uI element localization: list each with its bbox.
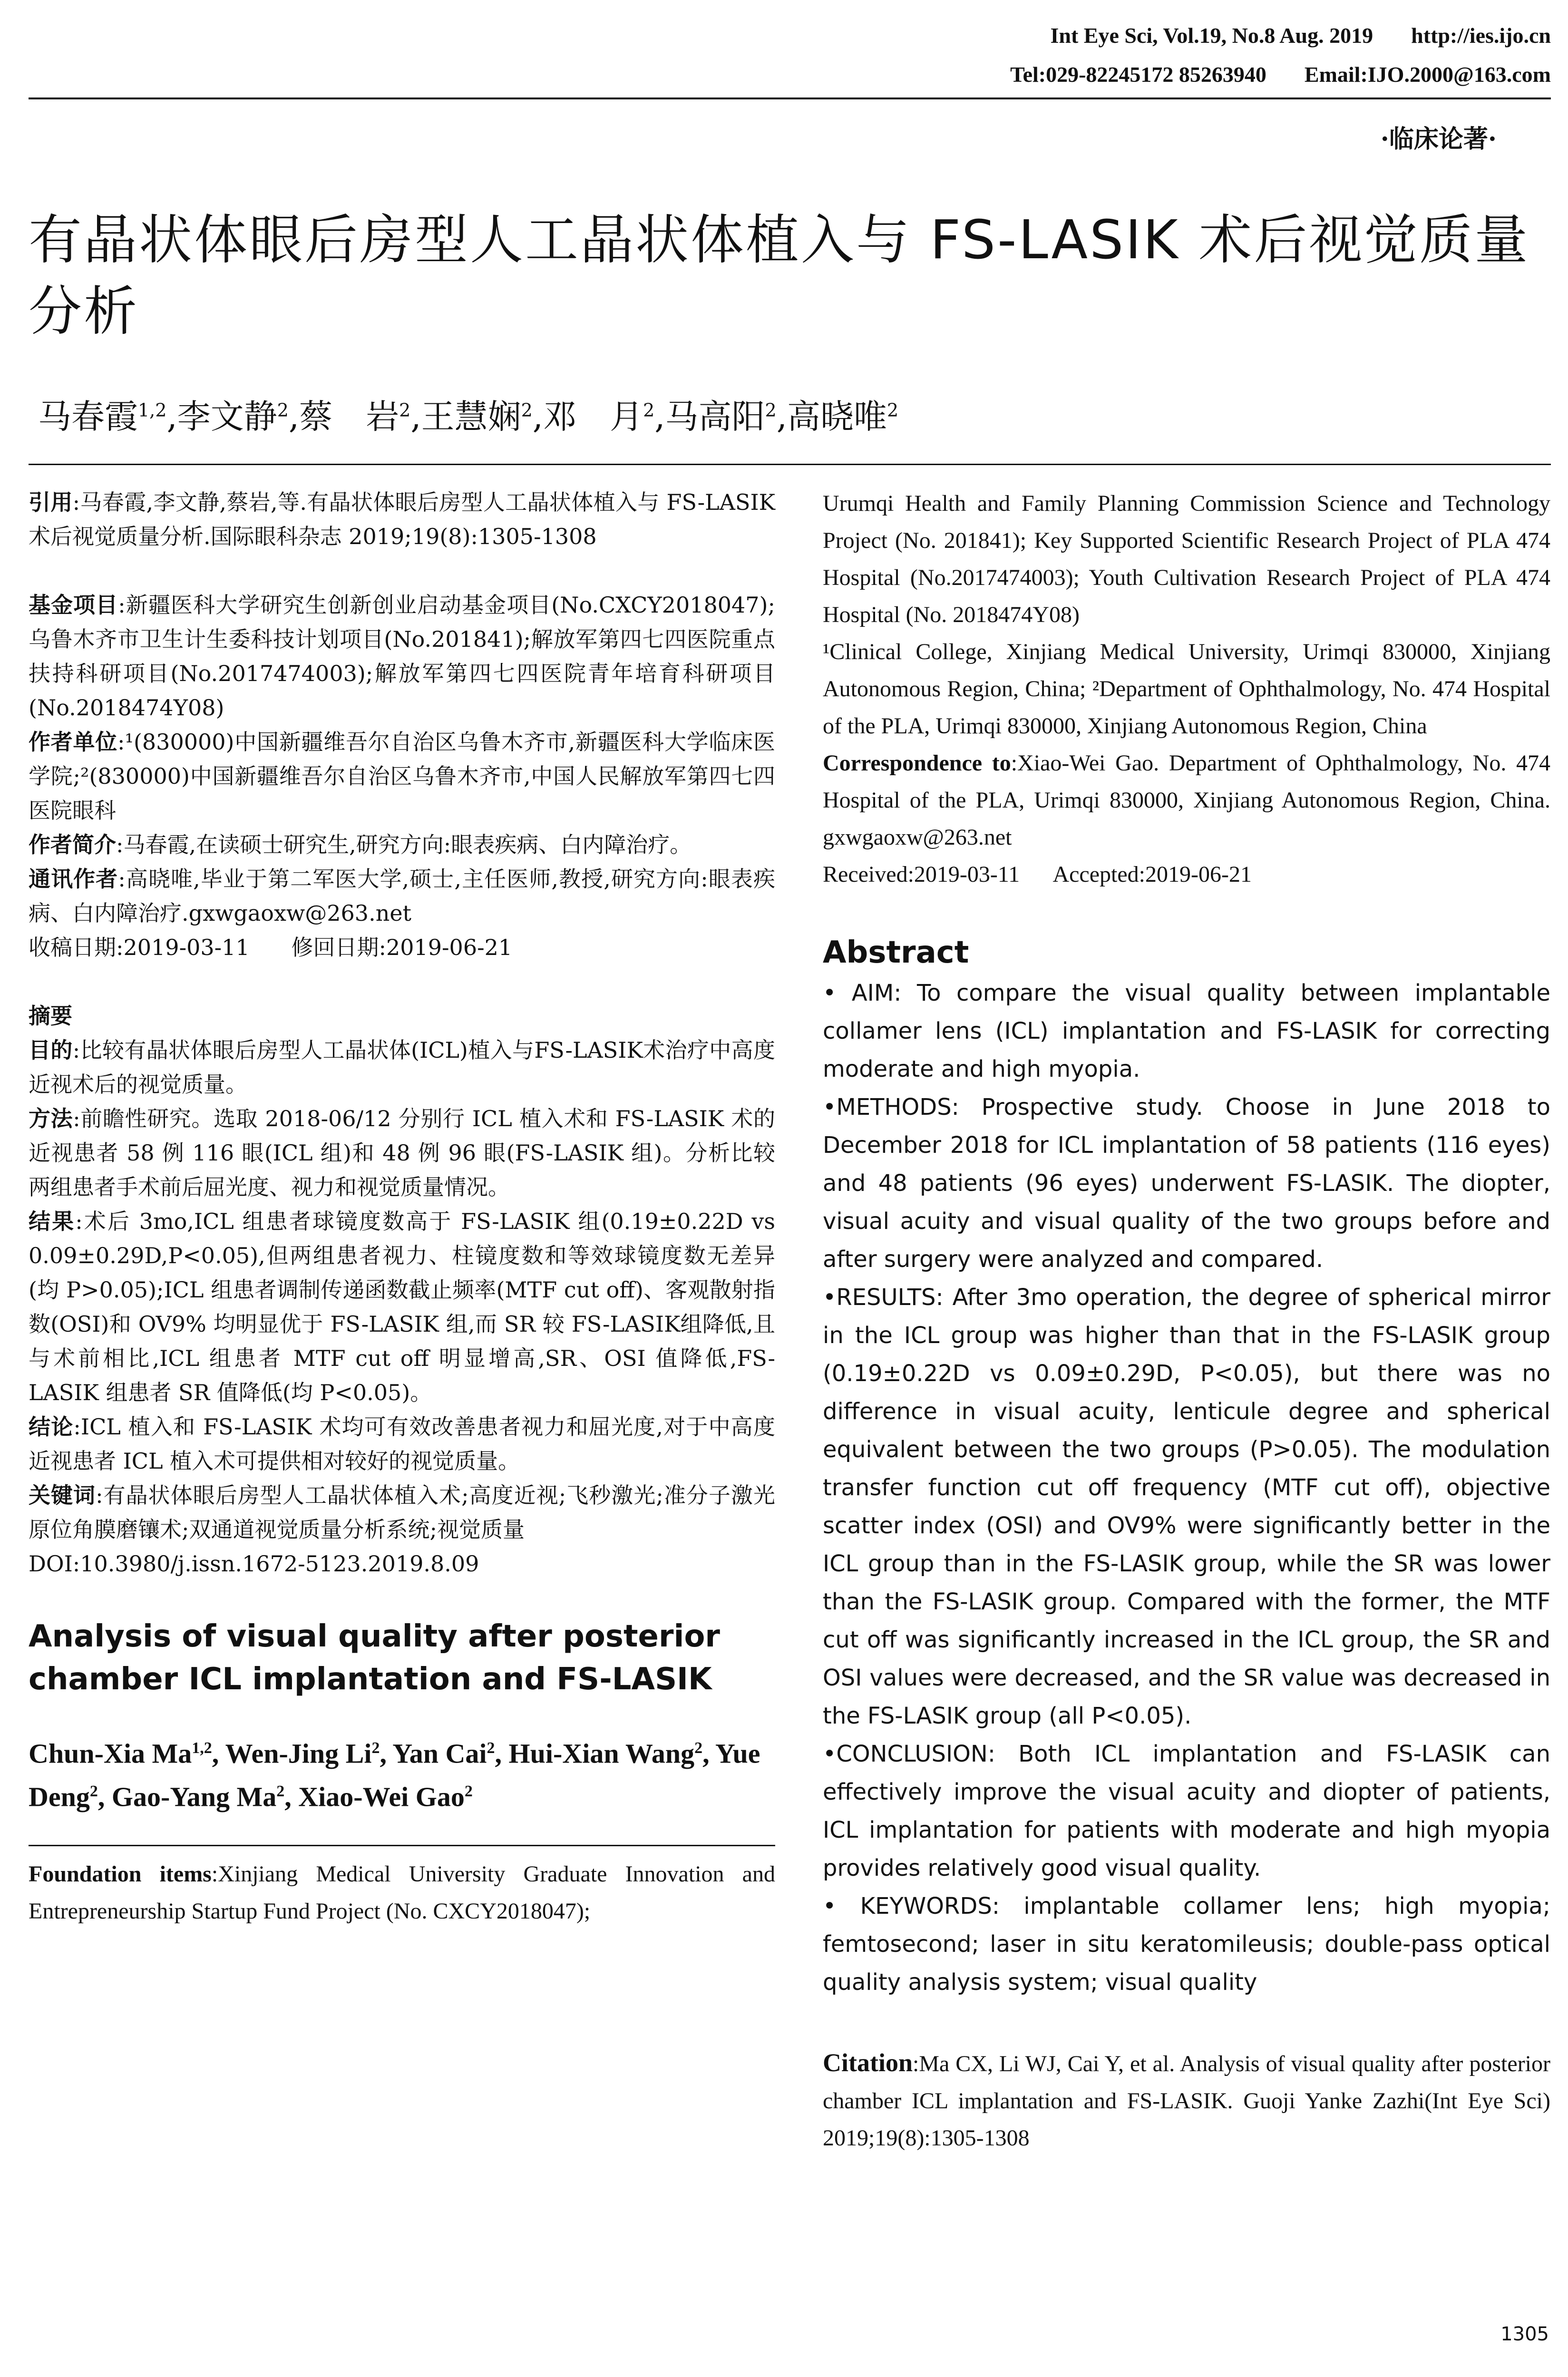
affiliations-en: ¹Clinical College, Xinjiang Medical University, Urimqi 830000, Xinjiang Autonomous Region, China; ²Department of Ophthalmology, No. 474 Hospital of the PLA, Urimqi 830000, Xinjiang Autonomous Region, China bbox=[823, 639, 1550, 739]
abstract-keywords: • KEYWORDS: implantable collamer lens; high myopia; femtosecond; laser in situ keratomileusis; double-pass optical quality analysis system; visual quality bbox=[823, 1893, 1550, 1996]
author-en: Wen-Jing Li bbox=[225, 1738, 372, 1769]
author-affil-sup: 2 bbox=[277, 399, 289, 421]
correspondence-cn: 通讯作者:高晓唯,毕业于第二军医大学,硕士,主任医师,教授,研究方向:眼表疾病、白内障治疗.gxwgaoxw@263.net bbox=[29, 866, 775, 926]
authors-cn: 马春霞$^{1,2}$,李文静$^2$,蔡 岩$^2$,王慧娴$^2$,邓 月$^2$,马高阳$^2$,高晓唯$^2$ bbox=[38, 397, 899, 436]
author-affil-sup: 2 bbox=[694, 1739, 703, 1757]
author-affil-sup: 2 bbox=[521, 399, 533, 421]
abstract-conclusion: •CONCLUSION: Both ICL implantation and FS-LASIK can effectively improve the visual acuity and diopter of patients, ICL implantation for patients with moderate and high myopia provides relatively good visual quality. bbox=[823, 1741, 1550, 1881]
author-affil-sup: 2 bbox=[886, 399, 899, 421]
abstract-head-en: Abstract bbox=[823, 935, 969, 970]
citation-en: Citation:Ma CX, Li WJ, Cai Y, et al. Analysis of visual quality after posterior chamber ICL implantation and FS-LASIK. Guoji Yanke Zazhi(Int Eye Sci) 2019;19(8):1305-1308 bbox=[823, 2048, 1550, 2151]
author-affil-sup: 2 bbox=[371, 1739, 380, 1757]
authors-en: Chun-Xia Ma$^{1,2}$, Wen-Jing Li$^2$, Yan Cai$^2$, Hui-Xian Wang$^2$, Yue Deng$^2$, Gao-Yang Ma$^2$, Xiao-Wei Gao$^2$ bbox=[29, 1738, 760, 1812]
article-title: 有晶状体眼后房型人工晶状体植入与 FS-LASIK 术后视觉质量分析 bbox=[29, 209, 1530, 342]
keywords-cn: 关键词:有晶状体眼后房型人工晶状体植入术;高度近视;飞秒激光;准分子激光原位角膜磨镶术;双通道视觉质量分析系统;视觉质量 bbox=[29, 1482, 776, 1542]
author-cn: 王慧娴 bbox=[421, 397, 521, 436]
author-cn: 高晓唯 bbox=[787, 397, 887, 436]
author-en: Yue Deng bbox=[29, 1738, 760, 1812]
journal-header-line1 bbox=[1050, 23, 1551, 48]
author-affil-sup: 1,2 bbox=[138, 399, 167, 421]
author-affil-sup: 2 bbox=[464, 1783, 473, 1801]
affiliation-cn: 作者单位:¹(830000)中国新疆维吾尔自治区乌鲁木齐市,新疆医科大学临床医学院;²(830000)中国新疆维吾尔自治区乌鲁木齐市,中国人民解放军第四七四医院眼科 bbox=[29, 729, 775, 823]
abstract-results: •RESULTS: After 3mo operation, the degree of spherical mirror in the ICL group was higher than that in the FS-LASIK group (0.19±0.22D vs 0.09±0.29D, P<0.05), but there was no difference in visual acuity, lenticule degree and spherical equivalent between the two groups (P>0.05). The modulation transfer function cut off frequency (MTF cut off), objective scatter index (OSI) and OV9% were significantly better in the ICL group than in the FS-LASIK group, while the SR was lower than the FS-LASIK group. Compared with the former, the MTF cut off was significantly increased in the ICL group, the SR and OSI values were decreased, and the SR value was decreased in the FS-LASIK group (all P<0.05). bbox=[823, 1284, 1550, 1729]
section-tag: ·临床论著· bbox=[1380, 125, 1497, 154]
author-affil-sup: 2 bbox=[487, 1739, 495, 1757]
author-cn: 李文静 bbox=[177, 397, 277, 436]
author-affil-sup: 2 bbox=[276, 1783, 285, 1801]
correspondence-en: Correspondence to:Xiao-Wei Gao. Department of Ophthalmology, No. 474 Hospital of the PLA, Urimqi 830000, Xinjiang Autonomous Region, China. gxwgaoxw@263.net bbox=[823, 750, 1550, 850]
page-number: 1305 bbox=[1500, 2323, 1549, 2345]
author-en: Yan Cai bbox=[392, 1738, 487, 1769]
abstract-head-cn: 摘要 bbox=[29, 1003, 72, 1029]
left-column bbox=[29, 485, 775, 1930]
journal-header-line2 bbox=[1010, 62, 1551, 87]
journal-url[interactable]: http://ies.ijo.cn bbox=[1411, 23, 1551, 48]
method-cn: 方法:前瞻性研究。选取 2018-06/12 分别行 ICL 植入术和 FS-LASIK 术的近视患者 58 例 116 眼(ICL 组)和 48 例 96 眼(FS-LASIK 组)。分析比较两组患者手术前后屈光度、视力和视觉质量情况。 bbox=[29, 1106, 775, 1200]
author-cn: 马春霞 bbox=[38, 397, 138, 436]
doi[interactable]: DOI:10.3980/j.issn.1672-5123.2019.8.09 bbox=[29, 1551, 479, 1577]
dates-cn: 收稿日期:2019-03-11 修回日期:2019-06-21 bbox=[29, 935, 513, 960]
header-rule bbox=[29, 97, 1551, 99]
author-en: Chun-Xia Ma bbox=[29, 1738, 192, 1769]
title-rule bbox=[29, 464, 1551, 465]
author-cn: 马高阳 bbox=[665, 397, 765, 436]
author-en: Xiao-Wei Gao bbox=[298, 1781, 465, 1812]
received-dates: Received:2019-03-11 Accepted:2019-06-21 bbox=[823, 862, 1252, 887]
conclusion-cn: 结论:ICL 植入和 FS-LASIK 术均可有效改善患者视力和屈光度,对于中高度近视患者 ICL 植入术可提供相对较好的视觉质量。 bbox=[29, 1414, 776, 1474]
abstract-aim: • AIM: To compare the visual quality between implantable collamer lens (ICL) implantation and FS-LASIK for correcting moderate and high myopia. bbox=[823, 980, 1550, 1082]
author-en: Hui-Xian Wang bbox=[508, 1738, 695, 1769]
result-cn: 结果:术后 3mo,ICL 组患者球镜度数高于 FS-LASIK 组(0.19±0.22D vs 0.09±0.29D,P<0.05),但两组患者视力、柱镜度数和等效球镜度数无差异(均 P>0.05);ICL 组患者调制传递函数截止频率(MTF cut off)、客观散射指数(OSI)和 OV9% 均明显优于 FS-LASIK 组,而 SR 较 FS-LASIK组降低,且与术前相比,ICL 组患者 MTF cut off 明显增高,SR、OSI 值降低,FS-LASIK 组患者 SR 值降低(均 P<0.05)。 bbox=[29, 1208, 775, 1405]
author-cn: 邓 月 bbox=[543, 397, 643, 436]
abstract-methods: •METHODS: Prospective study. Choose in June 2018 to December 2018 for ICL implantation of 58 patients (116 eyes) and 48 patients (96 eyes) underwent FS-LASIK. The diopter, visual acuity and visual quality of the two groups before and after surgery were analyzed and compared. bbox=[823, 1094, 1550, 1273]
author-cn: 蔡 岩 bbox=[299, 397, 399, 436]
aim-cn: 目的:比较有晶状体眼后房型人工晶状体(ICL)植入与FS-LASIK术治疗中高度近视术后的视觉质量。 bbox=[29, 1037, 776, 1097]
author-bio-cn: 作者简介:马春霞,在读硕士研究生,研究方向:眼表疾病、白内障治疗。 bbox=[29, 832, 692, 857]
journal-email[interactable]: Email:IJO.2000@163.com bbox=[1304, 62, 1551, 87]
foundation-items-cont: Urumqi Health and Family Planning Commission Science and Technology Project (No. 201841); Key Supported Scientific Research Project of PLA 474 Hospital (No.2017474003); Youth Cultivation Research Project of PLA 474 Hospital (No. 2018474Y08) bbox=[823, 491, 1550, 627]
fund-cn: 基金项目:新疆医科大学研究生创新创业启动基金项目(No.CXCY2018047);乌鲁木齐市卫生计生委科技计划项目(No.201841);解放军第四七四医院重点扶持科研项目(No.2017474003);解放军第四七四医院青年培育科研项目(No.2018474Y08) bbox=[29, 592, 775, 721]
footnote-rule bbox=[29, 1845, 775, 1846]
foundation-items: Foundation items:Xinjiang Medical University Graduate Innovation and Entrepreneurship Startup Fund Project (No. CXCY2018047); bbox=[29, 1861, 775, 1924]
author-affil-sup: 2 bbox=[89, 1783, 98, 1801]
citation-cn: 引用:马春霞,李文静,蔡岩,等.有晶状体眼后房型人工晶状体植入与 FS-LASIK 术后视觉质量分析.国际眼科杂志 2019;19(8):1305-1308 bbox=[29, 489, 775, 549]
author-affil-sup: 1,2 bbox=[192, 1739, 212, 1757]
journal-info: Int Eye Sci, Vol.19, No.8 Aug. 2019 bbox=[1050, 23, 1373, 48]
author-affil-sup: 2 bbox=[643, 399, 655, 421]
author-affil-sup: 2 bbox=[765, 399, 777, 421]
author-affil-sup: 2 bbox=[399, 399, 411, 421]
journal-tel: Tel:029-82245172 85263940 bbox=[1010, 62, 1266, 87]
english-title: Analysis of visual quality after posterior chamber ICL implantation and FS-LASIK bbox=[29, 1619, 720, 1697]
right-column bbox=[823, 485, 1550, 2157]
author-en: Gao-Yang Ma bbox=[111, 1781, 277, 1812]
